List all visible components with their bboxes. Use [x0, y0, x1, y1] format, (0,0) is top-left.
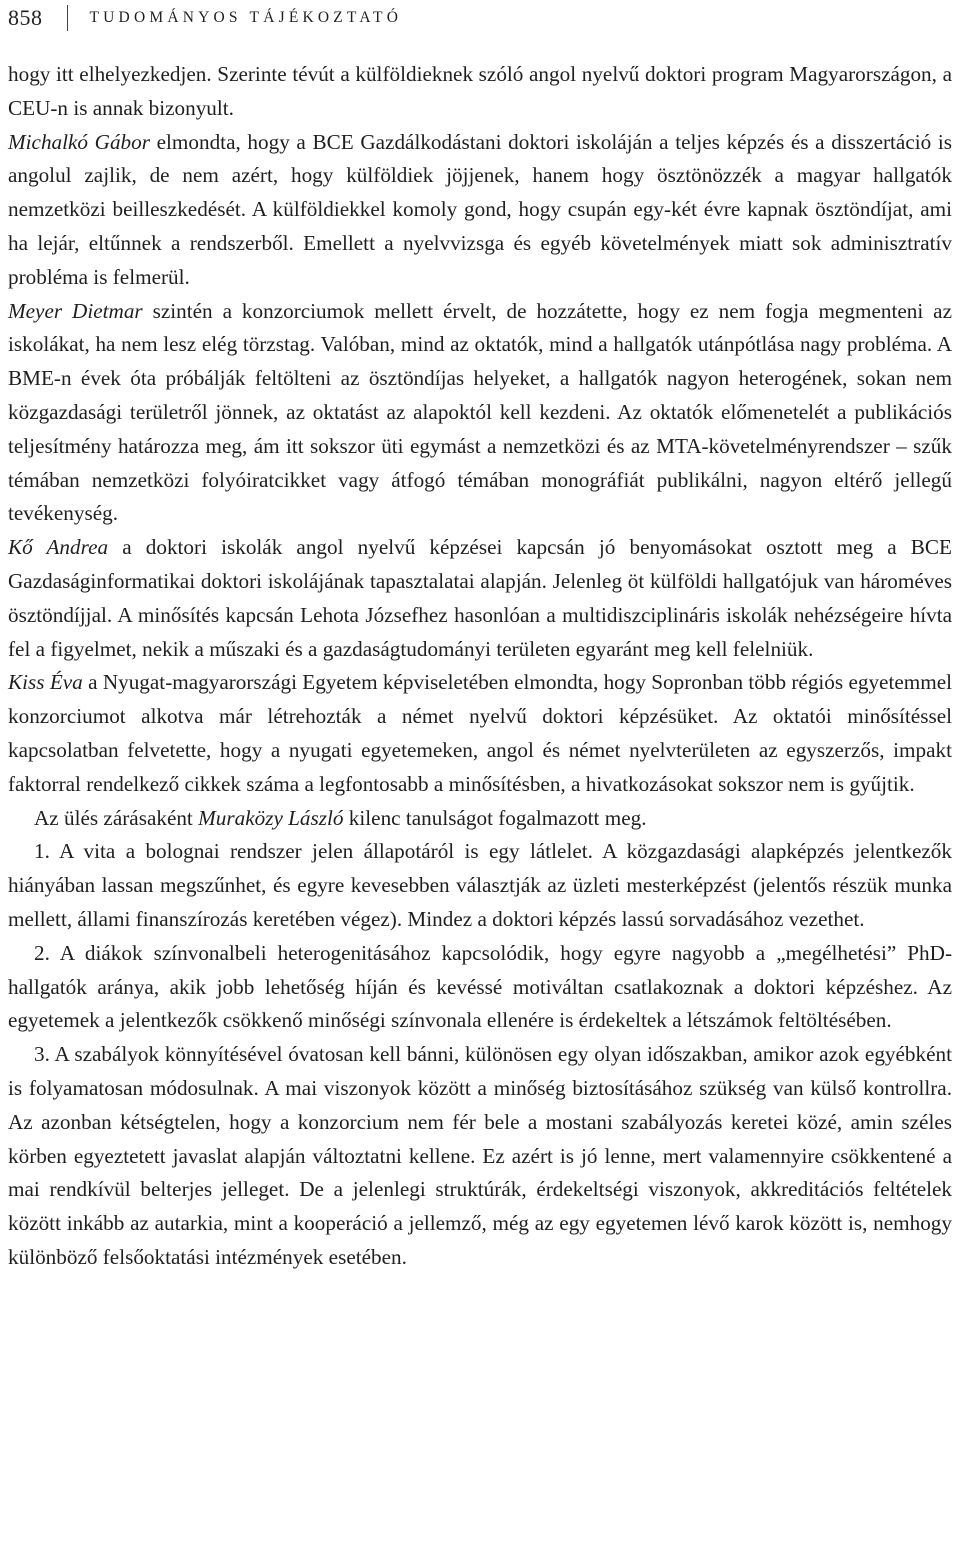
- paragraph-text: hogy itt elhelyezkedjen. Szerinte tévút a külföldieknek szóló angol nyelvű doktori program Magyarországon, a CEU-n is annak bizonyult.: [8, 62, 952, 120]
- paragraph-text: kilenc tanulságot fogalmazott meg.: [343, 805, 647, 830]
- paragraph-text: Az ülés zárásaként: [34, 805, 199, 830]
- speaker-name: Kiss Éva: [8, 670, 83, 695]
- paragraph: [8, 531, 952, 666]
- paragraph: [8, 295, 952, 532]
- paragraph-text: a doktori iskolák angol nyelvű képzései kapcsán jó benyomásokat osztott meg a BCE Gazdaságinformatikai doktori iskolájának tapasztalatai alapján. Jelenleg öt külföldi hallgatójuk van hároméves ösztöndíjjal. A minősítés kapcsán Lehota Józsefhez hasonlóan a multidiszciplináris iskolák nehézségeire hívta fel a figyelmet, nekik a műszaki és a gazdaságtudományi területen egyaránt meg kell felelniük.: [8, 535, 952, 661]
- running-head-title: TUDOMÁNYOS TÁJÉKOZTATÓ: [89, 9, 403, 26]
- running-header: [8, 0, 952, 36]
- speaker-name: Kő Andrea: [8, 535, 109, 560]
- paragraph-text: 1. A vita a bolognai rendszer jelen állapotáról is egy látlelet. A közgazdasági alapképzés jelentkezők hiányában lassan megszűnhet, és egyre kevesebben választják az üzleti mesterképzést (jelentős részük munka mellett, állami finanszírozás keretében végez). Mindez a doktori képzés lassú sorvadásához vezethet.: [8, 839, 952, 931]
- paragraph-text: elmondta, hogy a BCE Gazdálkodástani doktori iskoláján a teljes képzés és a disszertáció is angolul zajlik, de nem azért, hogy külföldiek jöjjenek, hanem hogy ösztönözzék a magyar hallgatók nemzetközi beilleszkedését. A külföldiekkel komoly gond, hogy csupán egy-két évre kapnak ösztöndíjat, ami ha lejár, eltűnnek a rendszerből. Emellett a nyelvvizsga és egyéb követelmények miatt sok adminisztratív probléma is felmerül.: [8, 129, 952, 289]
- paragraph: [8, 835, 952, 936]
- paragraph-text: a Nyugat-magyarországi Egyetem képviseletében elmondta, hogy Sopronban több régiós egyetemmel konzorciumot alkotva már létrehozták a német nyelvű doktori képzésüket. Az oktatói minősítéssel kapcsolatban felvetette, hogy a nyugati egyetemeken, angol és német nyelvterületen az egyszerzős, impakt faktorral rendelkező cikkek száma a legfontosabb a minősítésben, a hivatkozásokat sokszor nem is gyűjtik.: [8, 670, 952, 796]
- paragraph: [8, 802, 952, 836]
- speaker-name: Meyer Dietmar: [8, 298, 143, 323]
- paragraph: [8, 126, 952, 295]
- paragraph-text: szintén a konzorciumok mellett érvelt, de hozzátette, hogy ez nem fogja megmenteni az iskolákat, ha nem lesz elég törzstag. Valóban, mind az oktatók, mind a hallgatók utánpótlása nagy probléma. A BME-n évek óta próbálják feltölteni az ösztöndíjas helyeket, a hallgatók nagyon heterogének, sokan nem közgazdasági területről jönnek, az oktatást az alapoktól kell kezdeni. Az oktatók előmenetelét a publikációs teljesítmény határozza meg, ám itt sokszor üti egymást a nemzetközi és az MTA-követelményrendszer – szűk témában nemzetközi folyóiratcikket vagy átfogó témában monográfiát publikálni, nagyon eltérő jellegű tevékenység.: [8, 298, 952, 526]
- paragraph: [8, 666, 952, 801]
- speaker-name: Michalkó Gábor: [8, 129, 150, 154]
- paragraph: [8, 1038, 952, 1275]
- page-number: 858: [8, 5, 43, 30]
- paragraph: [8, 937, 952, 1038]
- header-divider: [67, 5, 68, 31]
- article-body: [8, 58, 952, 1275]
- speaker-name: Muraközy László: [198, 805, 344, 830]
- paragraph-text: 3. A szabályok könnyítésével óvatosan kell bánni, különösen egy olyan időszakban, amikor azok egyébként is folyamatosan módosulnak. A mai viszonyok között a minőség biztosításához szükség van külső kontrollra. Az azonban kétségtelen, hogy a konzorcium nem fér bele a mostani szabályozás keretei közé, amin széles körben egyeztetett javaslat alapján változtatni kellene. Ez azért is jó lenne, mert valamennyire csökkentené a mai rendkívül belterjes jelleget. De a jelenlegi struktúrák, érdekeltségi viszonyok, akkreditációs feltételek között inkább az autarkia, mint a kooperáció a jellemző, még az egy egyetemen lévő karok között is, nemhogy különböző felsőoktatási intézmények esetében.: [8, 1042, 952, 1269]
- paragraph: [8, 58, 952, 126]
- paragraph-text: 2. A diákok színvonalbeli heterogenitásához kapcsolódik, hogy egyre nagyobb a „megélhetési” PhD-hallgatók aránya, akik jobb lehetőség híján és kevéssé motiváltan csatlakoznak a doktori képzéshez. Az egyetemek a jelentkezők csökkenő minőségi színvonala ellenére is érdekeltek a létszámok feltöltésében.: [8, 940, 952, 1033]
